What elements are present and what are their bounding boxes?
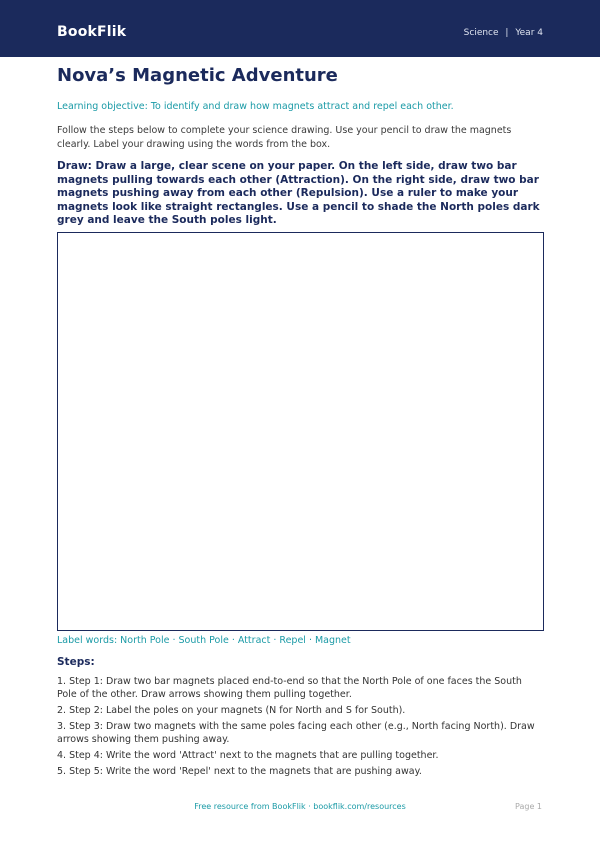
step-item: 5. Step 5: Write the word 'Repel' next to the magnets that are pushing away. [57,766,422,777]
brand-logo: BookFlik [57,24,127,40]
steps-list [57,675,542,781]
step-item: 4. Step 4: Write the word 'Attract' next to the magnets that are pulling together. [57,750,439,761]
year-label: Year 4 [515,28,543,38]
subject-label: Science [463,28,499,38]
learning-objective: Learning objective: To identify and draw how magnets attract and repel each other. [57,101,454,112]
page-number: Page 1 [515,802,542,811]
footer-link[interactable]: Free resource from BookFlik · bookflik.com/resources [194,802,406,811]
intro-text: Follow the steps below to complete your science drawing. Use your pencil to draw the magnets clearly. Label your drawing using the words from the box. [57,125,512,150]
meta-separator: | [505,28,509,38]
page-title: Nova’s Magnetic Adventure [57,65,338,86]
label-words: Label words: North Pole · South Pole · Attract · Repel · Magnet [57,635,351,646]
draw-instruction: Draw: Draw a large, clear scene on your paper. On the left side, draw two bar magnets pulling towards each other (Attraction). On the right side, draw two bar magnets pushing away from each other (Repulsion). Use a ruler to make your magnets look like straight rectangles. Use a pencil to shade the North poles dark grey and leave the South poles light. [57,160,540,226]
step-item: 1. Step 1: Draw two bar magnets placed end-to-end so that the North Pole of one faces the South Pole of the other. Draw arrows showing them pulling together. [57,676,522,700]
drawing-area [57,232,544,631]
step-item: 3. Step 3: Draw two magnets with the same poles facing each other (e.g., North facing North). Draw arrows showing them pushing away. [57,721,535,745]
subject-year-meta [464,28,543,38]
steps-heading: Steps: [57,656,95,668]
step-item: 2. Step 2: Label the poles on your magnets (N for North and S for South). [57,705,406,716]
header-bar [0,0,600,57]
